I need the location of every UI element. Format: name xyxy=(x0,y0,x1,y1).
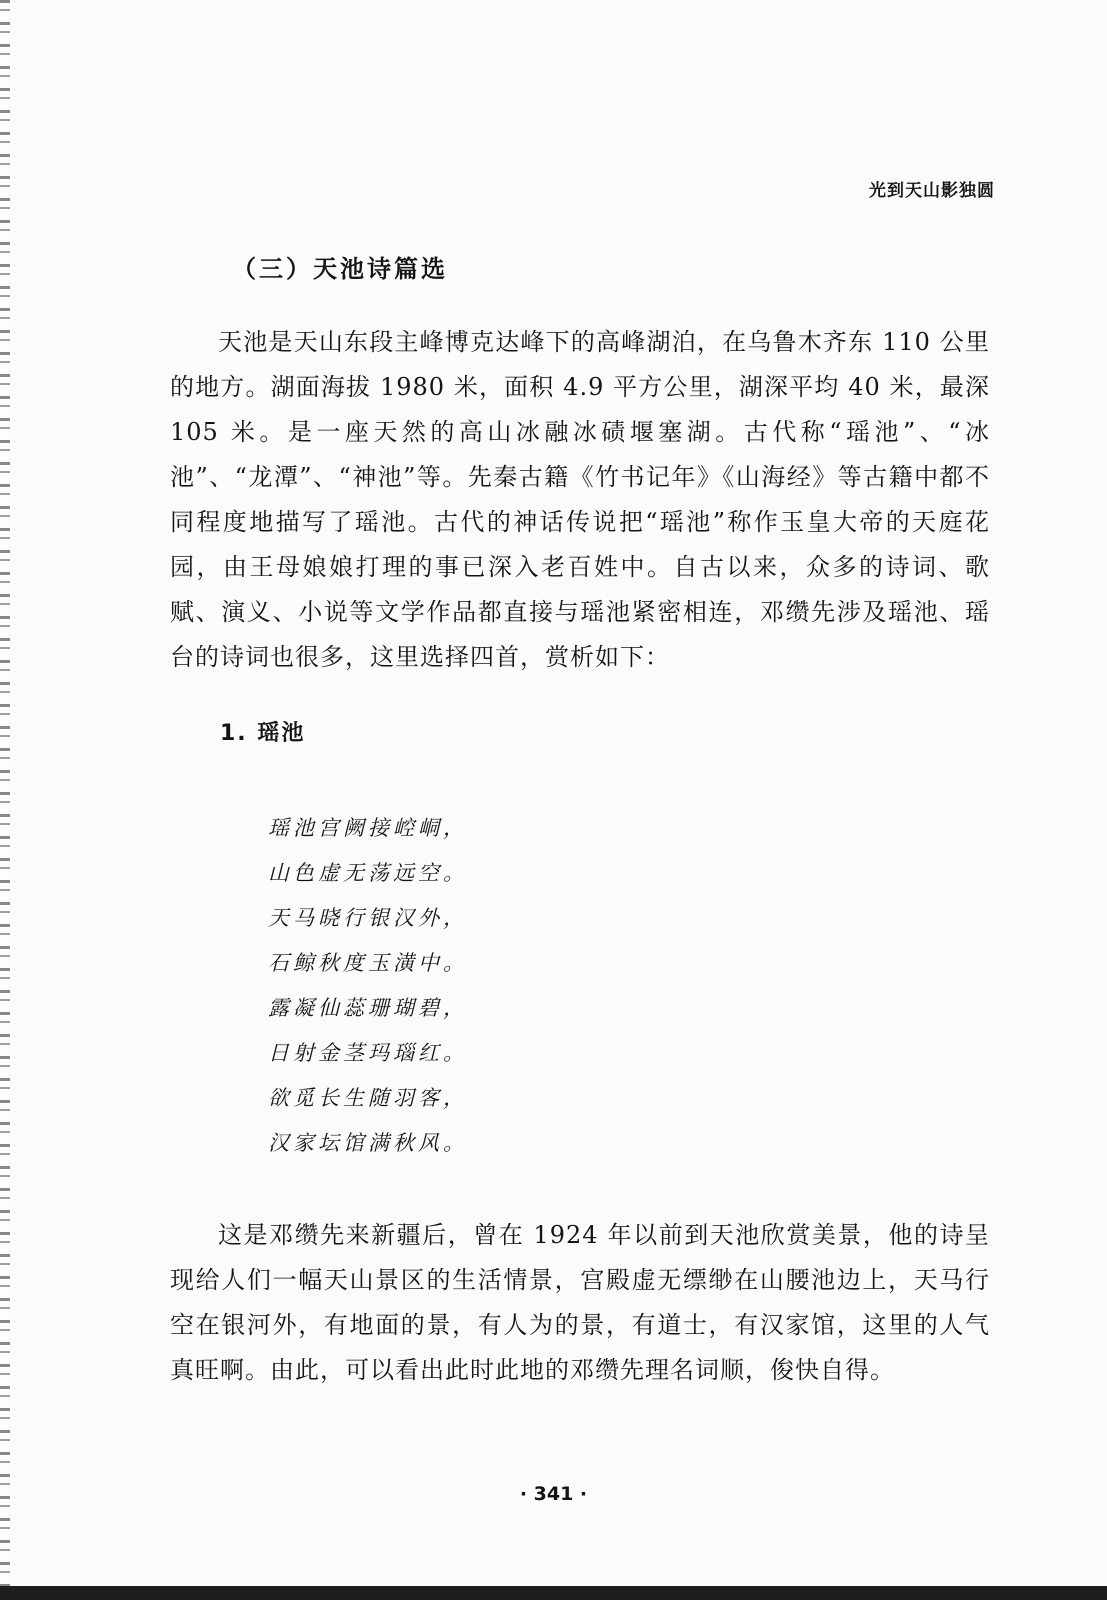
page-number: · 341 · xyxy=(519,1483,588,1505)
poem xyxy=(268,806,468,1166)
section-heading: （三）天池诗篇选 xyxy=(232,255,448,283)
poem-title: 1. 瑶池 xyxy=(220,721,306,746)
poem-line: 欲觅长生随羽客， xyxy=(268,1086,468,1110)
binding-edge xyxy=(0,0,10,1600)
poem-line: 石鲸秋度玉潢中。 xyxy=(268,951,468,975)
poem-line: 山色虚无荡远空。 xyxy=(268,861,468,885)
poem-line: 瑶池宫阙接崆峒， xyxy=(268,816,468,840)
poem-line: 日射金茎玛瑙红。 xyxy=(268,1041,468,1065)
running-head: 光到天山影独圆 xyxy=(869,181,995,201)
scan-bottom-edge xyxy=(0,1586,1107,1600)
poem-line: 天马晓行银汉外， xyxy=(268,906,468,930)
intro-paragraph: 天池是天山东段主峰博克达峰下的高峰湖泊，在乌鲁木齐东 110 公里的地方。湖面海拔 1980 米，面积 4.9 平方公里，湖深平均 40 米，最深 105 米。是一座天然的高山冰融冰碛堰塞湖。古代称“瑶池”、“冰池”、“龙潭”、“神池”等。先秦古籍《竹书记年》《山海经》等古籍中都不同程度地描写了瑶池。古代的神话传说把“瑶池”称作玉皇大帝的天庭花园，由王母娘娘打理的事已深入老百姓中。自古以来，众多的诗词、歌赋、演义、小说等文学作品都直接与瑶池紧密相连，邓缵先涉及瑶池、瑶台的诗词也很多，这里选择四首，赏析如下： xyxy=(170,328,990,671)
poem-line: 汉家坛馆满秋风。 xyxy=(268,1131,468,1155)
poem-line: 露凝仙蕊珊瑚碧， xyxy=(268,996,468,1020)
analysis-paragraph: 这是邓缵先来新疆后，曾在 1924 年以前到天池欣赏美景，他的诗呈现给人们一幅天山景区的生活情景，宫殿虚无缥缈在山腰池边上，天马行空在银河外，有地面的景，有人为的景，有道士，有汉家馆，这里的人气真旺啊。由此，可以看出此时此地的邓缵先理名词顺，俊快自得。 xyxy=(170,1221,990,1384)
